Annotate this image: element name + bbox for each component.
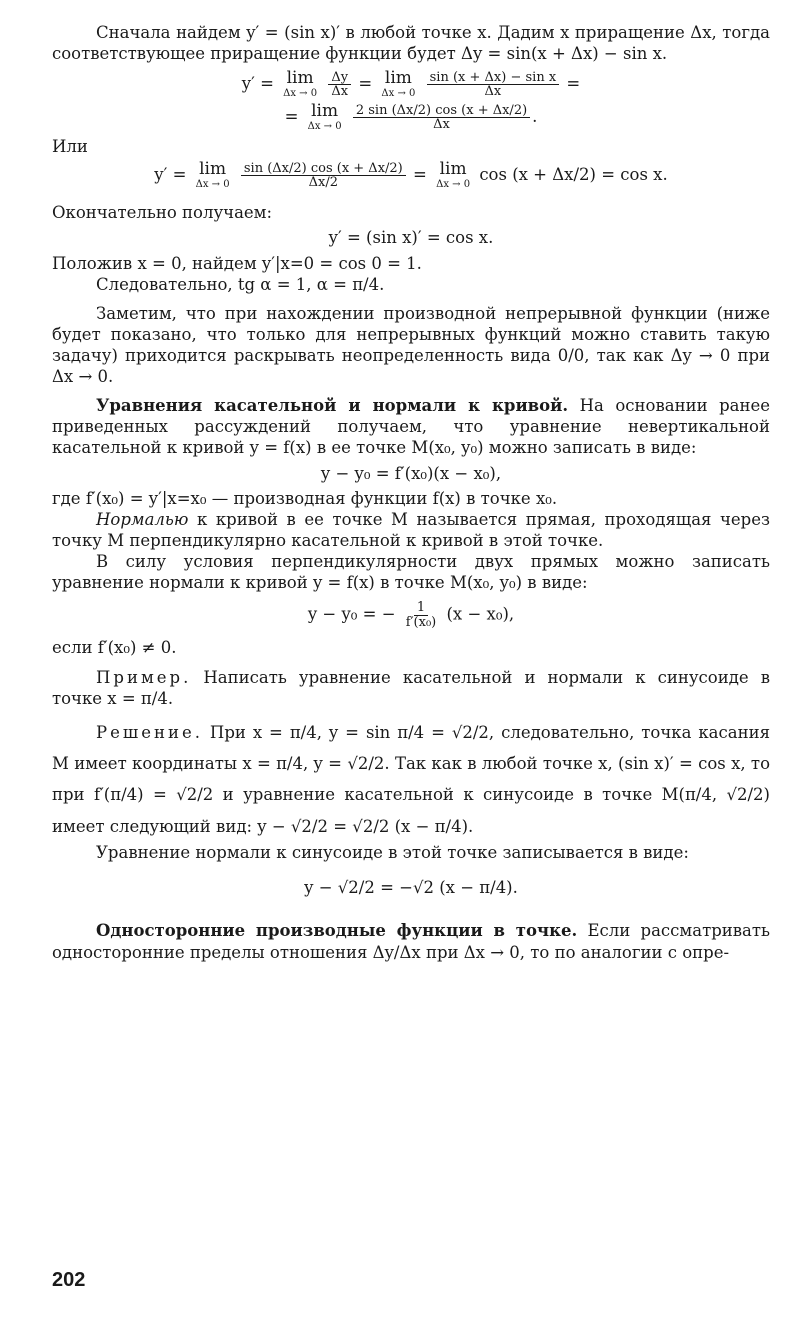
paragraph-normal-sin: Уравнение нормали к синусоиде в этой точке записывается в виде: [96, 843, 689, 863]
paragraph-perpendicular: В силу условия перпендикулярности двух прямых можно записать уравнение нормали к кривой y = f(x) в точке M(x₀, y₀) в виде: [52, 551, 770, 593]
limit-result: cos (x + Δx/2) = cos x. [479, 165, 668, 185]
fraction-2sin-cos: $\frac{2 \sin (\Delta x/2) \cos (x + \Delta x/2)}{\Delta x}$ [353, 104, 530, 132]
paragraph-intro: Сначала найдем y′ = (sin x)′ в любой точке x. Дадим x приращение Δx, тогда соответствующее приращение функции будет Δy = sin(x + Δx) − sin x. [52, 23, 770, 64]
example-label: Пример. [96, 667, 192, 687]
fraction-dy-dx: $\frac{\Delta y}{\Delta x}$ [328, 71, 351, 99]
limit: lim Δx → 0 [307, 101, 342, 133]
limit: lim Δx → 0 [283, 68, 318, 100]
final-equation: y′ = (sin x)′ = cos x. [328, 228, 494, 248]
paragraph-put: Положив x = 0, найдем y′|x=0 = cos 0 = 1. [52, 253, 422, 273]
limit: lim Δx → 0 [381, 68, 416, 100]
paragraph-onesided: Односторонние производные функции в точке. Если рассматривать односторонние пределы отношения Δy/Δx при Δx → 0, то по аналогии с опре- [52, 921, 771, 962]
fraction-sin-half: $\frac{\sin (\Delta x/2) \cos (x + \Delta x/2)}{\Delta x/2}$ [241, 162, 406, 190]
paragraph-solution: Решение. При x = π/4, y = sin π/4 = √2/2, следовательно, точка касания M имеет координаты x = π/4, y = √2/2. Так как в любой точке x, (sin x)′ = cos x, то при f′(π/4) = √2/2 и уравнение касательной к синусоиде в точке M(π/4, √2/2) имеет следующий вид: y − √2/2 = √2/2 (x − π/4). [52, 722, 770, 836]
fraction-sin-difference: $\frac{\text{sin (x + Δx) − sin x}}{\Delta x}$ [427, 71, 560, 99]
term-normal: Нормалью [96, 509, 189, 529]
paragraph-if: если f′(x₀) ≠ 0. [52, 638, 177, 658]
section-heading-onesided: Односторонние производные функции в точке. [96, 921, 578, 941]
paragraph-tangent: Уравнения касательной и нормали к кривой. На основании ранее приведенных рассуждений получаем, что уравнение невертикальной касательной к кривой y = f(x) в ее точке M(x₀, y₀) можно записать в виде: [52, 396, 770, 458]
paragraph-note: Заметим, что при нахождении производной непрерывной функции (ниже будет показано, что только для непрерывных функций можно ставить такую задачу) приходится раскрывать неопределенность вида 0/0, так как Δy → 0 при Δx → 0. [52, 303, 770, 387]
limit: lim Δx → 0 [436, 159, 471, 191]
tangent-equation: y − y₀ = f′(x₀)(x − x₀), [320, 463, 502, 483]
section-heading-tangent: Уравнения касательной и нормали к кривой. [96, 396, 569, 416]
paragraph-final-intro: Окончательно получаем: [52, 203, 273, 223]
solution-label: Решение. [96, 722, 203, 742]
y-prime: y′ = [241, 74, 274, 94]
paragraph-where: где f′(x₀) = y′|x=x₀ — производная функции f(x) в точке x₀. [52, 488, 558, 508]
page-number: 202 [52, 1269, 86, 1291]
paragraph-normal-def: Нормалью к кривой в ее точке M называется прямая, проходящая через точку M перпендикулярно касательной к кривой в этой точке. [52, 509, 770, 550]
paragraph-or: Или [52, 137, 88, 157]
normal-equation: y − y₀ = − $\frac{1}{\text{f′(x₀)}}$ (x − x₀), [307, 600, 515, 630]
limit: lim Δx → 0 [195, 159, 230, 191]
normal-sin-equation: y − √2/2 = −√2 (x − π/4). [304, 878, 518, 898]
fraction-one-over-fprime: $\frac{1}{\text{f′(x₀)}}$ [405, 600, 437, 630]
derivation-line-2: = lim Δx → 0 $\frac{2 \sin (\Delta x/2) \cos (x + \Delta x/2)}{\Delta x}$ . [284, 101, 538, 133]
paragraph-example: Пример. Написать уравнение касательной и нормали к синусоиде в точке x = π/4. [52, 667, 770, 708]
page-body [52, 22, 770, 963]
derivation-line-1: y′ = lim Δx → 0 $\frac{\Delta y}{\Delta x}$ = lim Δx → 0 $\frac{\text{sin (x + Δx) − sin x}}{\Delta x}$ = [241, 68, 581, 100]
paragraph-hence: Следовательно, tg α = 1, α = π/4. [96, 274, 385, 294]
derivation-line-3: y′ = lim Δx → 0 $\frac{\sin (\Delta x/2) \cos (x + \Delta x/2)}{\Delta x/2}$ = lim Δx → 0 cos (x + Δx/2) = cos x. [154, 159, 668, 191]
